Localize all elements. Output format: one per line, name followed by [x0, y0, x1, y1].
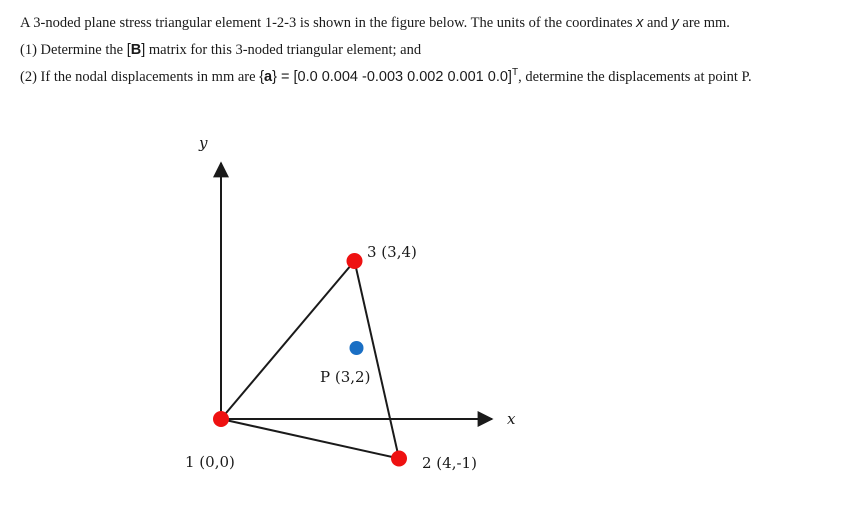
y-axis-label: y — [199, 134, 208, 152]
line1-text-b: and — [643, 15, 672, 31]
point-p-label: P (3,2) — [320, 368, 371, 386]
element-nodes — [213, 253, 407, 467]
node-1-marker — [213, 411, 229, 427]
node-1-label: 1 (0,0) — [185, 453, 235, 471]
line1-text-a: A 3-noded plane stress triangular element 1-2-3 is shown in the figure below. The units of the coordinates — [20, 15, 637, 31]
line2-text-b: matrix for this 3-noded triangular element; and — [145, 42, 422, 58]
matrix-open-bracket: [ — [126, 42, 131, 58]
edge-3-1 — [221, 261, 355, 419]
edge-1-2 — [221, 419, 399, 459]
node-3-marker — [347, 253, 363, 269]
line1-text-c: are mm. — [678, 15, 730, 31]
vector-a-symbol: a — [264, 69, 273, 85]
x-axis-label: x — [507, 410, 516, 428]
node-2-marker — [391, 451, 407, 467]
line3-text-b: , determine the displacements at point P. — [518, 69, 752, 85]
vector-open-brace: { — [259, 69, 265, 85]
vector-close-brace: } — [272, 69, 277, 85]
line3-text-a: (2) If the nodal displacements in mm are — [20, 69, 260, 85]
point-p-marker — [350, 341, 364, 355]
edge-2-3 — [355, 261, 400, 459]
matrix-b-symbol: B — [130, 42, 142, 58]
var-y: y — [671, 15, 679, 31]
triangle-edges — [221, 261, 399, 459]
matrix-close-bracket: ] — [141, 42, 146, 58]
displacement-vector-values: = [0.0 0.004 -0.003 0.002 0.001 0.0] — [276, 69, 512, 85]
line2-text-a: (1) Determine the — [20, 42, 127, 58]
node-3-label: 3 (3,4) — [367, 243, 417, 261]
transpose-superscript: T — [511, 67, 519, 79]
var-x: x — [636, 15, 644, 31]
node-2-label: 2 (4,-1) — [422, 454, 477, 472]
